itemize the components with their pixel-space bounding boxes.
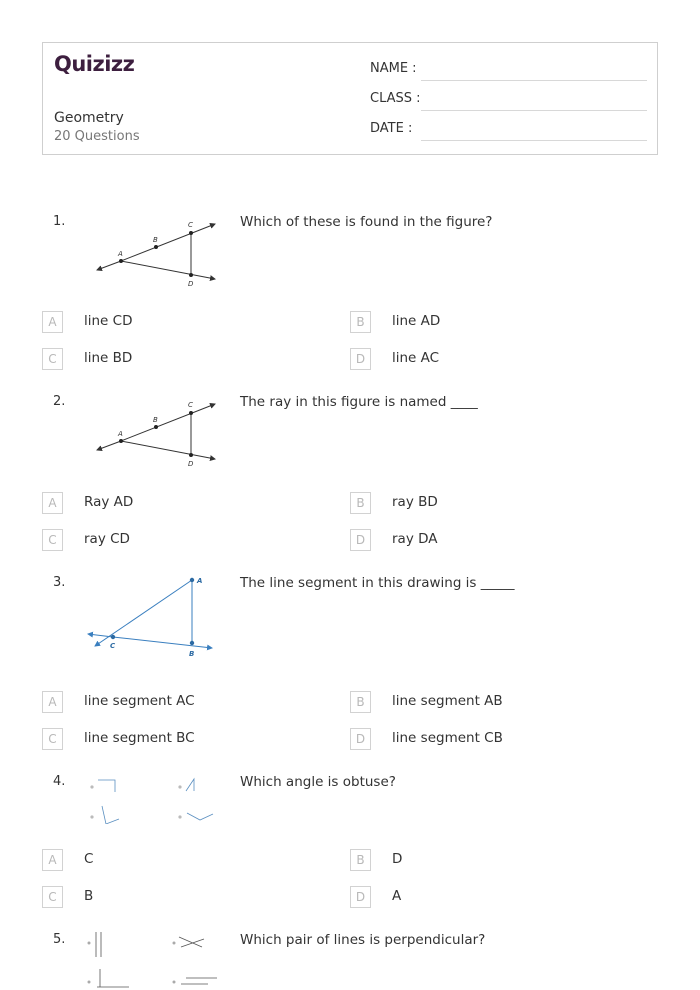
option-letter-box: D <box>350 886 371 908</box>
option-letter-box: A <box>42 849 63 871</box>
option-letter-box: C <box>42 886 63 908</box>
class-blank-line <box>421 110 647 111</box>
option-text: line segment BC <box>84 730 195 746</box>
option-text: C <box>84 851 94 867</box>
svg-text:B: B <box>189 650 195 658</box>
lines-abcd-figure <box>85 396 220 471</box>
svg-text:C: C <box>110 642 116 650</box>
option-letter-box: C <box>42 728 63 750</box>
option-letter-box: D <box>350 529 371 551</box>
class-label: CLASS : <box>370 91 421 106</box>
svg-text:A: A <box>118 430 123 438</box>
option-text: line AC <box>392 350 440 366</box>
option-letter-box: B <box>350 849 371 871</box>
option-text: ray BD <box>392 494 438 510</box>
option-letter-box: A <box>42 492 63 514</box>
option-letter-box: A <box>42 311 63 333</box>
option-letter-box: C <box>42 529 63 551</box>
option-text: line AD <box>392 313 441 329</box>
question-number: 4. <box>53 774 66 789</box>
option-text: line CD <box>84 313 133 329</box>
question-number: 5. <box>53 932 66 947</box>
option-text: B <box>84 888 94 904</box>
date-label: DATE : <box>370 121 413 136</box>
name-blank-line <box>421 80 647 81</box>
class-field[interactable] <box>370 89 647 111</box>
svg-text:B: B <box>153 416 158 424</box>
option-text: line BD <box>84 350 133 366</box>
option-text: line segment CB <box>392 730 503 746</box>
option-text: ray DA <box>392 531 438 547</box>
lines-abcd-figure <box>85 216 220 291</box>
option-text: ray CD <box>84 531 130 547</box>
worksheet-title: Geometry <box>54 110 124 126</box>
question-text: The line segment in this drawing is _____ <box>240 575 515 591</box>
four-angles-figure <box>85 774 225 824</box>
option-text: D <box>392 851 403 867</box>
svg-text:D: D <box>188 280 194 288</box>
question-number: 2. <box>53 394 66 409</box>
question-count: 20 Questions <box>54 129 140 144</box>
option-letter-box: D <box>350 728 371 750</box>
triangle-abc-figure <box>85 575 220 660</box>
svg-text:B: B <box>153 236 158 244</box>
question-text: Which of these is found in the figure? <box>240 214 493 230</box>
worksheet-header <box>42 42 658 155</box>
question-text: Which angle is obtuse? <box>240 774 396 790</box>
question-text: The ray in this figure is named ____ <box>240 394 478 410</box>
svg-text:D: D <box>188 460 194 468</box>
option-text: Ray AD <box>84 494 134 510</box>
svg-text:C: C <box>188 401 193 409</box>
option-letter-box: B <box>350 311 371 333</box>
option-text: line segment AC <box>84 693 195 709</box>
option-letter-box: A <box>42 691 63 713</box>
svg-text:A: A <box>118 250 123 258</box>
option-letter-box: B <box>350 691 371 713</box>
name-field[interactable] <box>370 59 647 81</box>
question-number: 3. <box>53 575 66 590</box>
option-text: line segment AB <box>392 693 503 709</box>
question-text: Which pair of lines is perpendicular? <box>240 932 486 948</box>
option-letter-box: C <box>42 348 63 370</box>
quizizz-logo: Quizizz <box>54 52 135 76</box>
date-blank-line <box>421 140 647 141</box>
name-label: NAME : <box>370 61 417 76</box>
svg-text:A: A <box>197 577 203 585</box>
question-number: 1. <box>53 214 66 229</box>
option-letter-box: B <box>350 492 371 514</box>
four-line-pairs-figure <box>85 929 225 990</box>
option-text: A <box>392 888 402 904</box>
date-field[interactable] <box>370 119 647 141</box>
option-letter-box: D <box>350 348 371 370</box>
svg-text:C: C <box>188 221 193 229</box>
